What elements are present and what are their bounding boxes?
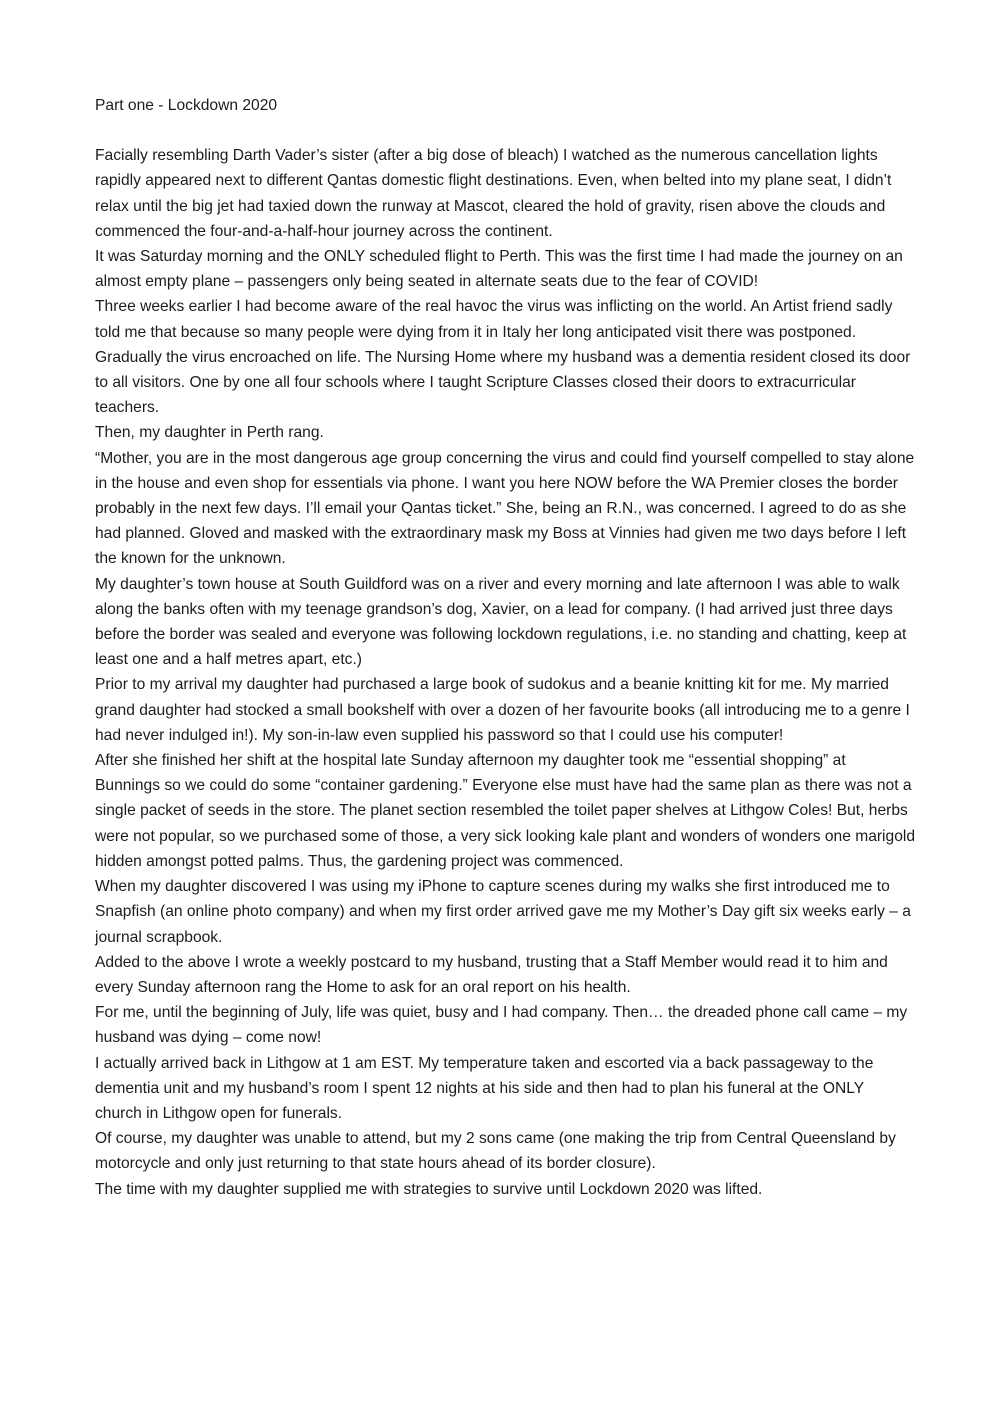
paragraph-11: Added to the above I wrote a weekly postcard to my husband, trusting that a Staff Member would read it to him and every Sunday afternoon rang the Home to ask for an oral report on his health. — [95, 953, 888, 996]
paragraph-6: “Mother, you are in the most dangerous age group concerning the virus and could find yourself compelled to stay alone in the house and even shop for essentials via phone. I want you here NOW before the WA Premier closes the border probably in the next few days. I’ll email your Qantas ticket.” She, being an R.N., was concerned. I agreed to do as she had planned. Gloved and masked with the extraordinary mask my Boss at Vinnies had given me two days before I left the known for the unknown. — [95, 449, 915, 568]
paragraph-12: For me, until the beginning of July, life was quiet, busy and I had company. Then… the dreaded phone call came – my husband was dying – come now! — [95, 1004, 908, 1047]
paragraph-9: After she finished her shift at the hospital late Sunday afternoon my daughter took me “essential shopping” at Bunnings so we could do some “container gardening.” Everyone else must have had the same plan as there was not a single packet of seeds in the store. The planet section resembled the toilet paper shelves at Lithgow Coles! But, herbs were not popular, so we purchased some of those, a very sick looking kale plant and wonders of wonders one marigold hidden amongst potted palms. Thus, the gardening project was commenced. — [95, 752, 916, 870]
paragraph-15: The time with my daughter supplied me with strategies to survive until Lockdown 2020 was lifted. — [95, 1180, 763, 1198]
paragraph-13: I actually arrived back in Lithgow at 1 am EST. My temperature taken and escorted via a back passageway to the dementia unit and my husband’s room I spent 12 nights at his side and then had to plan his funeral at the ONLY church in Lithgow open for funerals. — [95, 1054, 874, 1122]
paragraph-4: Gradually the virus encroached on life. The Nursing Home where my husband was a dementia resident closed its door to all visitors. One by one all four schools where I taught Scripture Classes closed their doors to extracurricular teachers. — [95, 348, 911, 417]
paragraph-8: Prior to my arrival my daughter had purchased a large book of sudokus and a beanie knitting kit for me. My married grand daughter had stocked a small bookshelf with over a dozen of her favourite books (all introducing me to a genre I had never indulged in!). My son-in-law even supplied his password so that I could use his computer! — [95, 676, 910, 744]
paragraph-14: Of course, my daughter was unable to attend, but my 2 sons came (one making the trip from Central Queensland by motorcycle and only just returning to that state hours ahead of its border closure). — [95, 1130, 896, 1173]
document-title: Part one - Lockdown 2020 — [95, 97, 278, 114]
document-body — [95, 93, 915, 1202]
paragraph-1: Facially resembling Darth Vader’s sister (after a big dose of bleach) I watched as the numerous cancellation lights rapidly appeared next to different Qantas domestic flight destinations. Even, when belted into my plane seat, I didn’t relax until the big jet had taxied down the runway at Mascot, cleared the hold of gravity, risen above the clouds and commenced the four-and-a-half-hour journey across the continent. — [95, 147, 892, 240]
paragraph-7: My daughter’s town house at South Guildford was on a river and every morning and late afternoon I was able to walk along the banks often with my teenage grandson’s dog, Xavier, on a lead for company. (I had arrived just three days before the border was sealed and everyone was following lockdown regulations, i.e. no standing and chatting, keep at least one and a half metres apart, etc.) — [95, 575, 907, 669]
paragraph-10: When my daughter discovered I was using my iPhone to capture scenes during my walks she first introduced me to Snapfish (an online photo company) and when my first order arrived gave me my Mother’s Day gift six weeks early – a journal scrapbook. — [95, 878, 911, 946]
paragraph-3: Three weeks earlier I had become aware of the real havoc the virus was inflicting on the world. An Artist friend sadly told me that because so many people were dying from it in Italy her long anticipated visit there was postponed. — [95, 298, 893, 341]
paragraph-5: Then, my daughter in Perth rang. — [95, 424, 324, 442]
paragraph-2: It was Saturday morning and the ONLY scheduled flight to Perth. This was the first time I had made the journey on an almost empty plane – passengers only being seated in alternate seats due to the fear of COVID! — [95, 248, 903, 291]
